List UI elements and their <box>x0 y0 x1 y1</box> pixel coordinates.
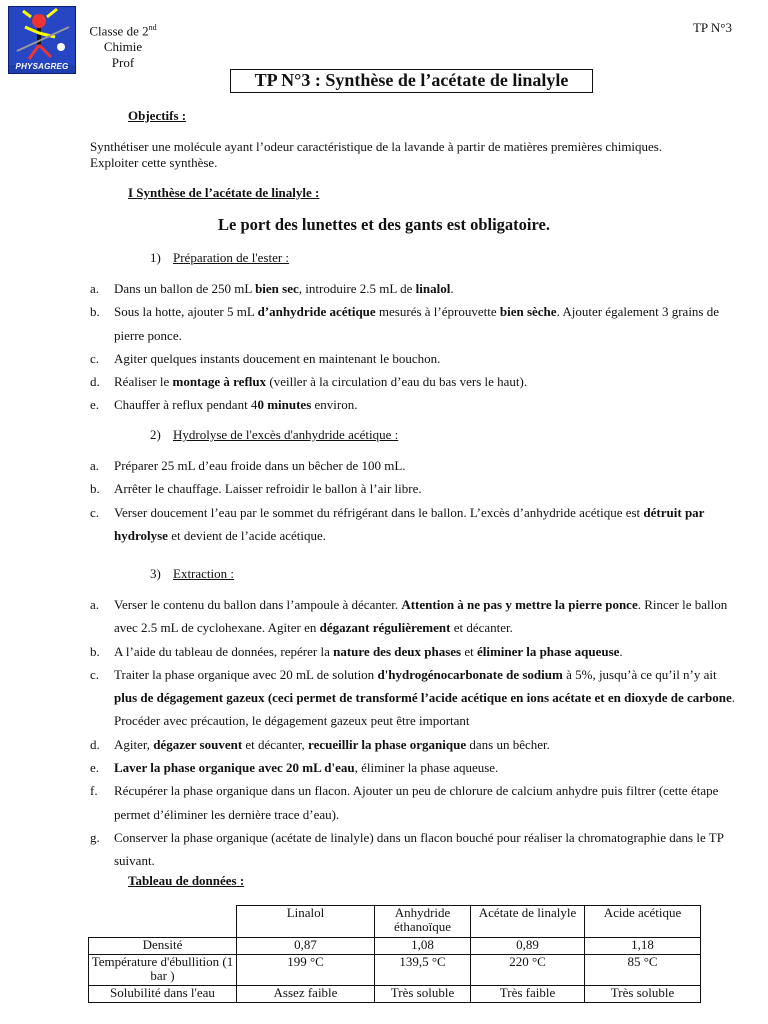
list-item <box>90 300 738 347</box>
list-item <box>90 393 738 416</box>
list-item <box>90 663 738 733</box>
list-item <box>90 347 738 370</box>
list-text: Laver la phase organique avec 20 mL d'eau, éliminer la phase aqueuse. <box>114 760 499 776</box>
list-item <box>90 640 738 663</box>
list-marker: e. <box>90 397 100 413</box>
list-text: Réaliser le montage à reflux (veiller à la circulation d’eau du bas vers le haut). <box>114 374 528 390</box>
list-marker: a. <box>90 597 100 612</box>
list-text: Conserver la phase organique (acétate de linalyle) dans un flacon bouché pour réaliser la chromatographie dans le TP suivant. <box>114 829 724 869</box>
list-item <box>90 756 738 779</box>
objectives-heading: Objectifs : <box>128 108 187 123</box>
list-text: Sous la hotte, ajouter 5 mL d’anhydride acétique mesurés à l’éprouvette bien sèche. Ajouter également 3 grains de pierre ponce. <box>114 304 720 343</box>
class-info <box>78 20 168 71</box>
table-cell: 220 °C <box>471 955 585 986</box>
part1-steps <box>90 277 738 417</box>
list-marker: f. <box>90 783 98 799</box>
physagreg-logo <box>8 6 76 74</box>
table-cell: Assez faible <box>237 986 375 1003</box>
table-heading: Tableau de données : <box>128 873 245 888</box>
chemist-mascot-icon <box>9 7 76 65</box>
list-text: Préparer 25 mL d’eau froide dans un bêcher de 100 mL. <box>114 458 406 473</box>
list-marker: c. <box>90 666 100 682</box>
list-marker: a. <box>90 458 100 473</box>
list-marker: b. <box>90 643 100 659</box>
column-header: Acétate de linalyle <box>471 906 585 938</box>
list-item <box>90 454 738 477</box>
list-marker: c. <box>90 504 100 520</box>
list-marker: b. <box>90 481 100 497</box>
list-text: Verser doucement l’eau par le sommet du réfrigérant dans le ballon. L’excès d’anhydride acétique est détruit par hydrolyse et devient de l’acide acétique. <box>114 504 705 543</box>
role: Prof <box>111 55 135 71</box>
list-item <box>90 779 738 826</box>
list-marker: b. <box>90 304 100 320</box>
list-text: Arrêter le chauffage. Laisser refroidir le ballon à l’air libre. <box>114 481 422 497</box>
list-marker: g. <box>90 829 100 845</box>
list-item <box>90 733 738 756</box>
table-corner <box>89 906 237 938</box>
list-marker: a. <box>90 281 100 296</box>
list-marker: d. <box>90 374 100 390</box>
logo-text: PHYSAGREG <box>15 62 69 71</box>
part3-heading: 3) Extraction : <box>150 566 235 581</box>
list-text: Traiter la phase organique avec 20 mL de solution d'hydrogénocarbonate de sodium à 5%, jusqu’à ce qu’il n’y ait plus de dégagement gazeux (ceci permet de transformé l’acide acétique en ions acétate et en dioxyde de carbone. Procéder avec précaution, le dégagement gazeux peut être important <box>114 666 735 729</box>
list-text: Dans un ballon de 250 mL bien sec, introduire 2.5 mL de linalol. <box>114 281 454 296</box>
part2-heading: 2) Hydrolyse de l'excès d'anhydride acétique : <box>150 427 399 442</box>
list-marker: e. <box>90 760 100 776</box>
column-header: Linalol <box>237 906 375 938</box>
table-cell: 0,87 <box>237 938 375 955</box>
list-text: Agiter, dégazer souvent et décanter, recueillir la phase organique dans un bêcher. <box>114 736 550 752</box>
column-header: Anhydride éthanoïque <box>375 906 471 938</box>
list-text: Récupérer la phase organique dans un flacon. Ajouter un peu de chlorure de calcium anhydre puis filtrer (cette étape permet d’éliminer les dernière trace d’eau). <box>114 783 719 822</box>
table-row <box>89 938 701 955</box>
class-line: Classe de 2nd <box>89 23 157 39</box>
table-row <box>89 986 701 1003</box>
list-item <box>90 501 738 548</box>
table-cell: 0,89 <box>471 938 585 955</box>
subject: Chimie <box>103 39 143 55</box>
part1-heading: 1) Préparation de l'ester : <box>150 250 290 265</box>
table-header-row <box>89 906 701 938</box>
list-item <box>90 477 738 500</box>
list-text: Chauffer à reflux pendant 40 minutes environ. <box>114 397 358 413</box>
list-text: A l’aide du tableau de données, repérer la nature des deux phases et éliminer la phase aqueuse. <box>114 643 623 659</box>
column-header: Acide acétique <box>585 906 701 938</box>
row-label: Densité <box>89 938 237 955</box>
page-title: TP N°3 : Synthèse de l’acétate de linalyle <box>230 69 593 93</box>
table-cell: Très soluble <box>585 986 701 1003</box>
table-cell: 85 °C <box>585 955 701 986</box>
list-item <box>90 826 738 873</box>
list-item <box>90 370 738 393</box>
tp-number: TP N°3 <box>692 20 732 35</box>
part2-steps <box>90 454 738 547</box>
safety-warning: Le port des lunettes et des gants est obligatoire. <box>218 215 550 234</box>
table-cell: 1,08 <box>375 938 471 955</box>
table-cell: 139,5 °C <box>375 955 471 986</box>
list-text: Verser le contenu du ballon dans l’ampoule à décanter. Attention à ne pas y mettre la pierre ponce. Rincer le ballon avec 2.5 mL de cyclohexane. Agiter en dégazant régulièrement et décanter. <box>114 597 728 636</box>
table-cell: Très soluble <box>375 986 471 1003</box>
objectives-text: Synthétiser une molécule ayant l’odeur caractéristique de la lavande à partir de matières premières chimiques. Exploiter cette synthèse. <box>90 139 663 170</box>
table-cell: Très faible <box>471 986 585 1003</box>
list-text: Agiter quelques instants doucement en maintenant le bouchon. <box>114 350 441 366</box>
table-cell: 199 °C <box>237 955 375 986</box>
list-marker: c. <box>90 350 100 366</box>
part3-steps <box>90 593 738 873</box>
table-cell: 1,18 <box>585 938 701 955</box>
list-marker: d. <box>90 736 100 752</box>
section-heading: I Synthèse de l’acétate de linalyle : <box>128 185 320 200</box>
data-table <box>88 905 701 1003</box>
table-row <box>89 955 701 986</box>
row-label: Solubilité dans l'eau <box>89 986 237 1003</box>
row-label: Température d'ébullition (1 bar ) <box>89 955 237 986</box>
list-item <box>90 277 738 300</box>
list-item <box>90 593 738 640</box>
